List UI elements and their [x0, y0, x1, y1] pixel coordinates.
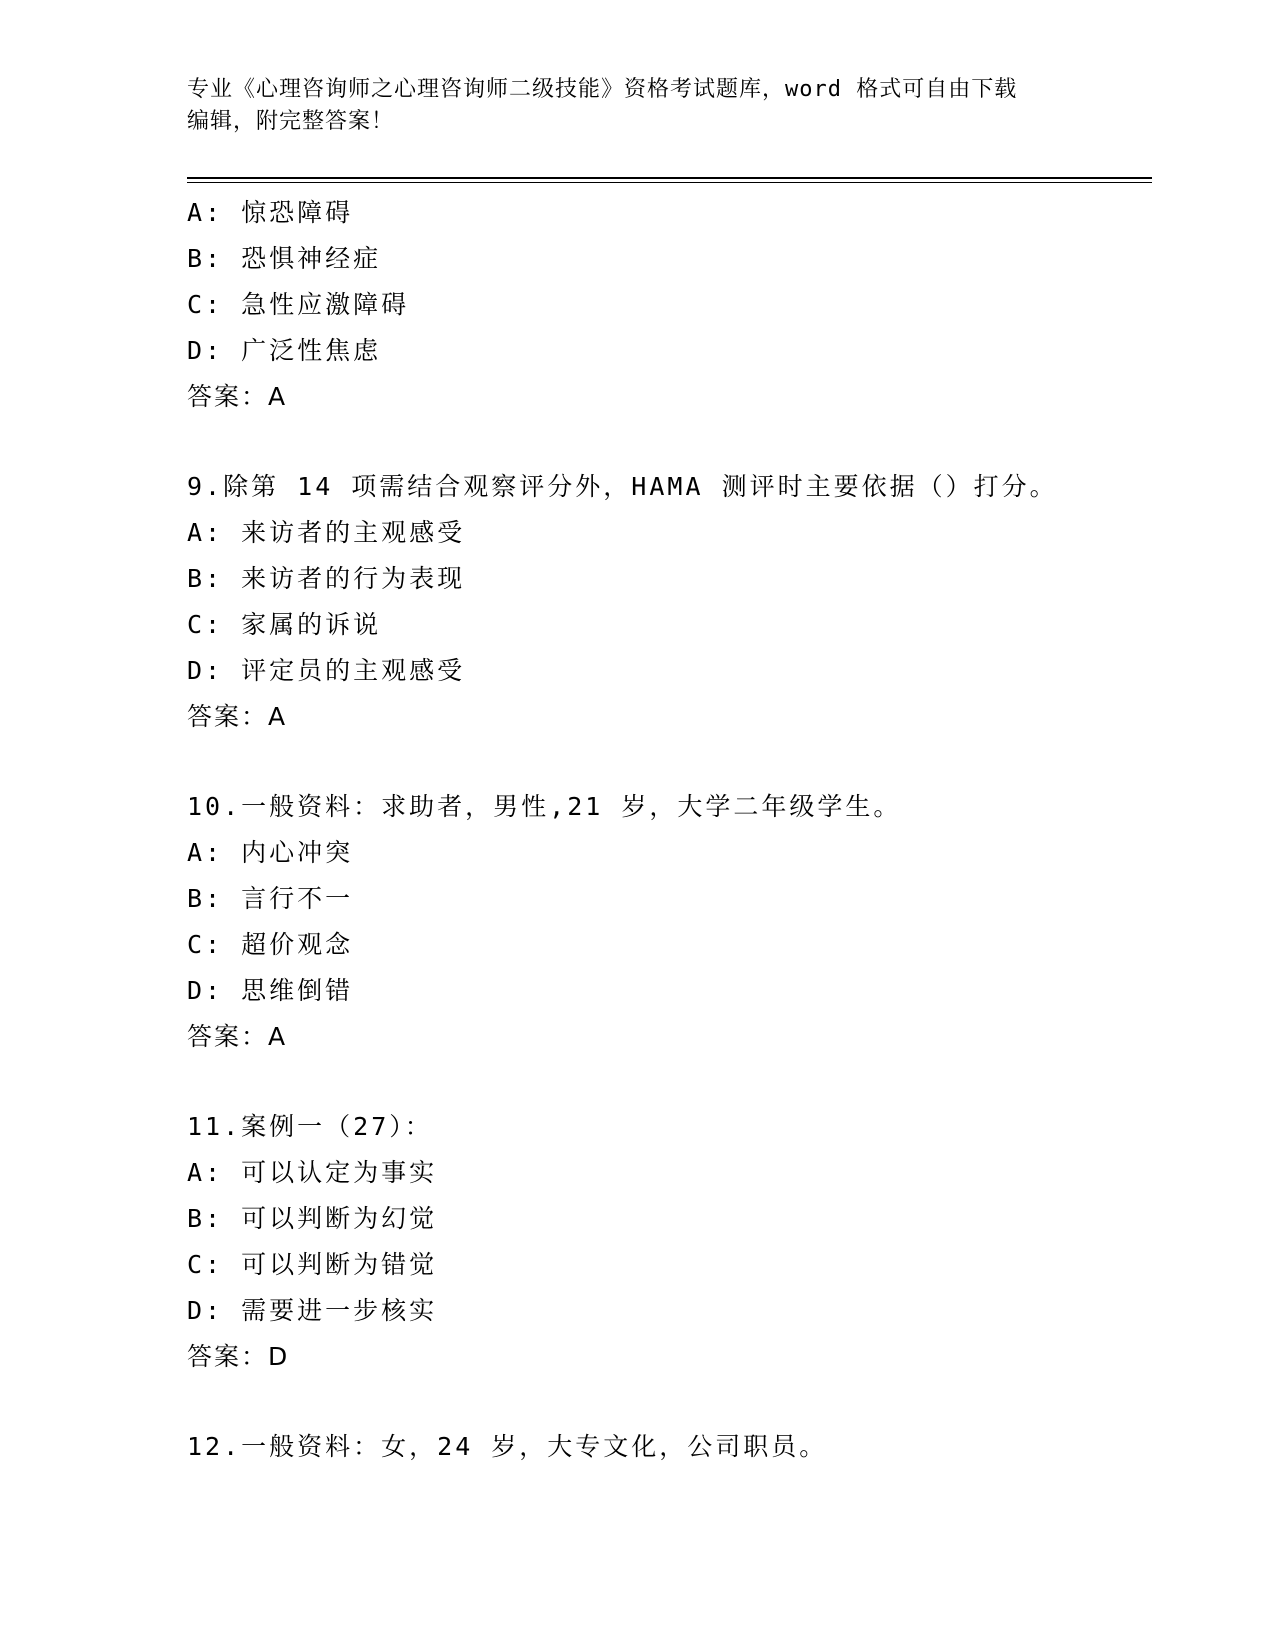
answer: 答案：A — [187, 382, 288, 411]
question-stem: 12.一般资料：女，24 岁，大专文化，公司职员。 — [187, 1432, 828, 1461]
option-a: A: 惊恐障碍 — [187, 198, 354, 227]
question-12 — [187, 1424, 1152, 1470]
spacer — [187, 1380, 1152, 1424]
option-c: C: 急性应激障碍 — [187, 290, 410, 319]
header-rule-thin — [187, 182, 1152, 183]
header-rule-thick — [187, 177, 1152, 179]
option-b: B: 恐惧神经症 — [187, 244, 382, 273]
option-c: C: 家属的诉说 — [187, 610, 382, 639]
question-stem: 10.一般资料：求助者，男性,21 岁，大学二年级学生。 — [187, 792, 902, 821]
option-a: A: 来访者的主观感受 — [187, 518, 466, 547]
header-line-1: 专业《心理咨询师之心理咨询师二级技能》资格考试题库，word 格式可自由下载 — [187, 77, 1018, 102]
option-d: D: 广泛性焦虑 — [187, 336, 382, 365]
question-list — [187, 190, 1152, 1470]
option-d: D: 思维倒错 — [187, 976, 354, 1005]
option-c: C: 可以判断为错觉 — [187, 1250, 438, 1279]
question-stem: 11.案例一（27）： — [187, 1112, 433, 1141]
question-8 — [187, 190, 1152, 420]
option-a: A: 内心冲突 — [187, 838, 354, 867]
answer: 答案：D — [187, 1342, 290, 1371]
option-b: B: 言行不一 — [187, 884, 354, 913]
question-9 — [187, 464, 1152, 740]
option-d: D: 需要进一步核实 — [187, 1296, 438, 1325]
option-c: C: 超价观念 — [187, 930, 354, 959]
spacer — [187, 1060, 1152, 1104]
option-a: A: 可以认定为事实 — [187, 1158, 438, 1187]
option-b: B: 来访者的行为表现 — [187, 564, 466, 593]
document-header — [187, 74, 1077, 138]
header-line-2: 编辑，附完整答案！ — [187, 109, 395, 134]
answer: 答案：A — [187, 1022, 288, 1051]
option-b: B: 可以判断为幻觉 — [187, 1204, 438, 1233]
option-d: D: 评定员的主观感受 — [187, 656, 466, 685]
answer: 答案：A — [187, 702, 288, 731]
question-10 — [187, 784, 1152, 1060]
spacer — [187, 420, 1152, 464]
spacer — [187, 740, 1152, 784]
question-stem: 9.除第 14 项需结合观察评分外，HAMA 测评时主要依据（）打分。 — [187, 472, 1058, 501]
question-11 — [187, 1104, 1152, 1380]
